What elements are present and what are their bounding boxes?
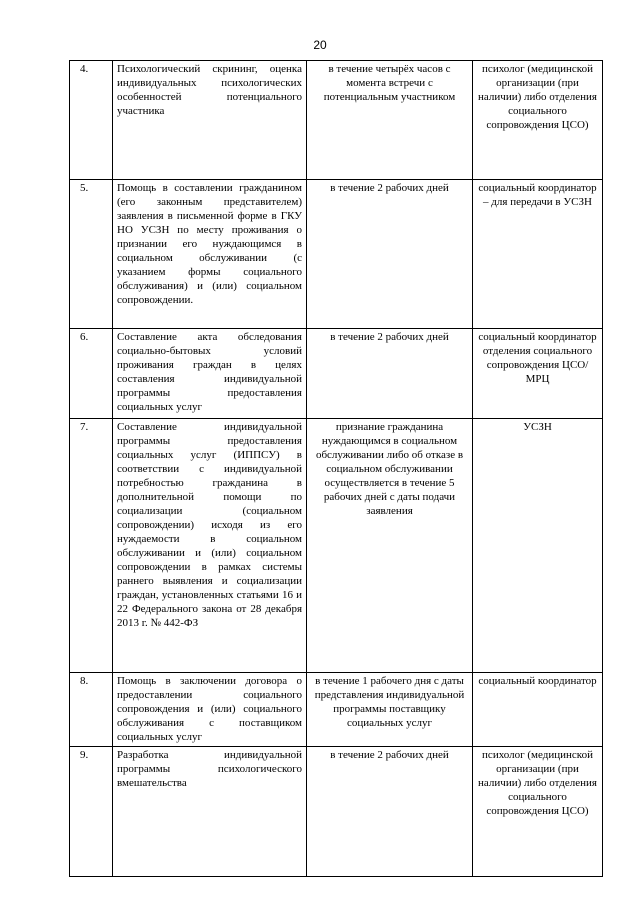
table-row [70, 61, 603, 180]
step-responsible: социальный координатор отделения социального сопровождения ЦСО/МРЦ [473, 329, 603, 419]
step-term: в течение 2 рабочих дней [307, 180, 473, 329]
table-row [70, 329, 603, 419]
step-description: Помощь в заключении договора о предоставлении социального сопровождения и (или) социального обслуживания с поставщиком социальных услуг [113, 673, 307, 747]
step-description: Составление индивидуальной программы предоставления социальных услуг (ИППСУ) в соответствии с индивидуальной потребностью гражданина в дополнительной помощи по социализации (социальном сопровождении) исходя из его нуждаемости в социальном обслуживании и (или) социальном сопровождении в рамках системы раннего выявления и социализации граждан, установленных статьями 16 и 22 Федерального закона от 28 декабря 2013 г. № 442-ФЗ [113, 419, 307, 673]
table-row [70, 180, 603, 329]
step-responsible: УСЗН [473, 419, 603, 673]
page-number: 20 [313, 38, 327, 52]
step-term: признание гражданина нуждающимся в социальном обслуживании либо об отказе в социальном обслуживании осуществляется в течение 5 рабочих дней с даты подачи заявления [307, 419, 473, 673]
step-term: в течение 2 рабочих дней [307, 747, 473, 877]
row-number: 9. [70, 747, 113, 877]
row-number: 5. [70, 180, 113, 329]
procedure-table [69, 60, 603, 877]
row-number: 4. [70, 61, 113, 180]
step-responsible: социальный координатор [473, 673, 603, 747]
step-responsible: психолог (медицинской организации (при наличии) либо отделения социального сопровождения ЦСО) [473, 61, 603, 180]
step-term: в течение четырёх часов с момента встречи с потенциальным участником [307, 61, 473, 180]
step-description: Составление акта обследования социально-бытовых условий проживания граждан в целях составления индивидуальной программы предоставления социальных услуг [113, 329, 307, 419]
row-number: 8. [70, 673, 113, 747]
step-description: Разработка индивидуальной программы психологического вмешательства [113, 747, 307, 877]
step-description: Помощь в составлении гражданином (его законным представителем) заявления в письменной форме в ГКУ НО УСЗН по месту проживания о признании его нуждающимся в социальном обслуживании (с указанием формы социального обслуживания) и (или) социальном сопровождении. [113, 180, 307, 329]
step-term: в течение 2 рабочих дней [307, 329, 473, 419]
step-term: в течение 1 рабочего дня с даты представления индивидуальной программы поставщику социальных услуг [307, 673, 473, 747]
step-responsible: социальный координатор – для передачи в УСЗН [473, 180, 603, 329]
row-number: 7. [70, 419, 113, 673]
step-description: Психологический скрининг, оценка индивидуальных психологических особенностей потенциального участника [113, 61, 307, 180]
table-row [70, 419, 603, 673]
table-row [70, 673, 603, 747]
row-number: 6. [70, 329, 113, 419]
step-responsible: психолог (медицинской организации (при наличии) либо отделения социального сопровождения ЦСО) [473, 747, 603, 877]
table-row [70, 747, 603, 877]
